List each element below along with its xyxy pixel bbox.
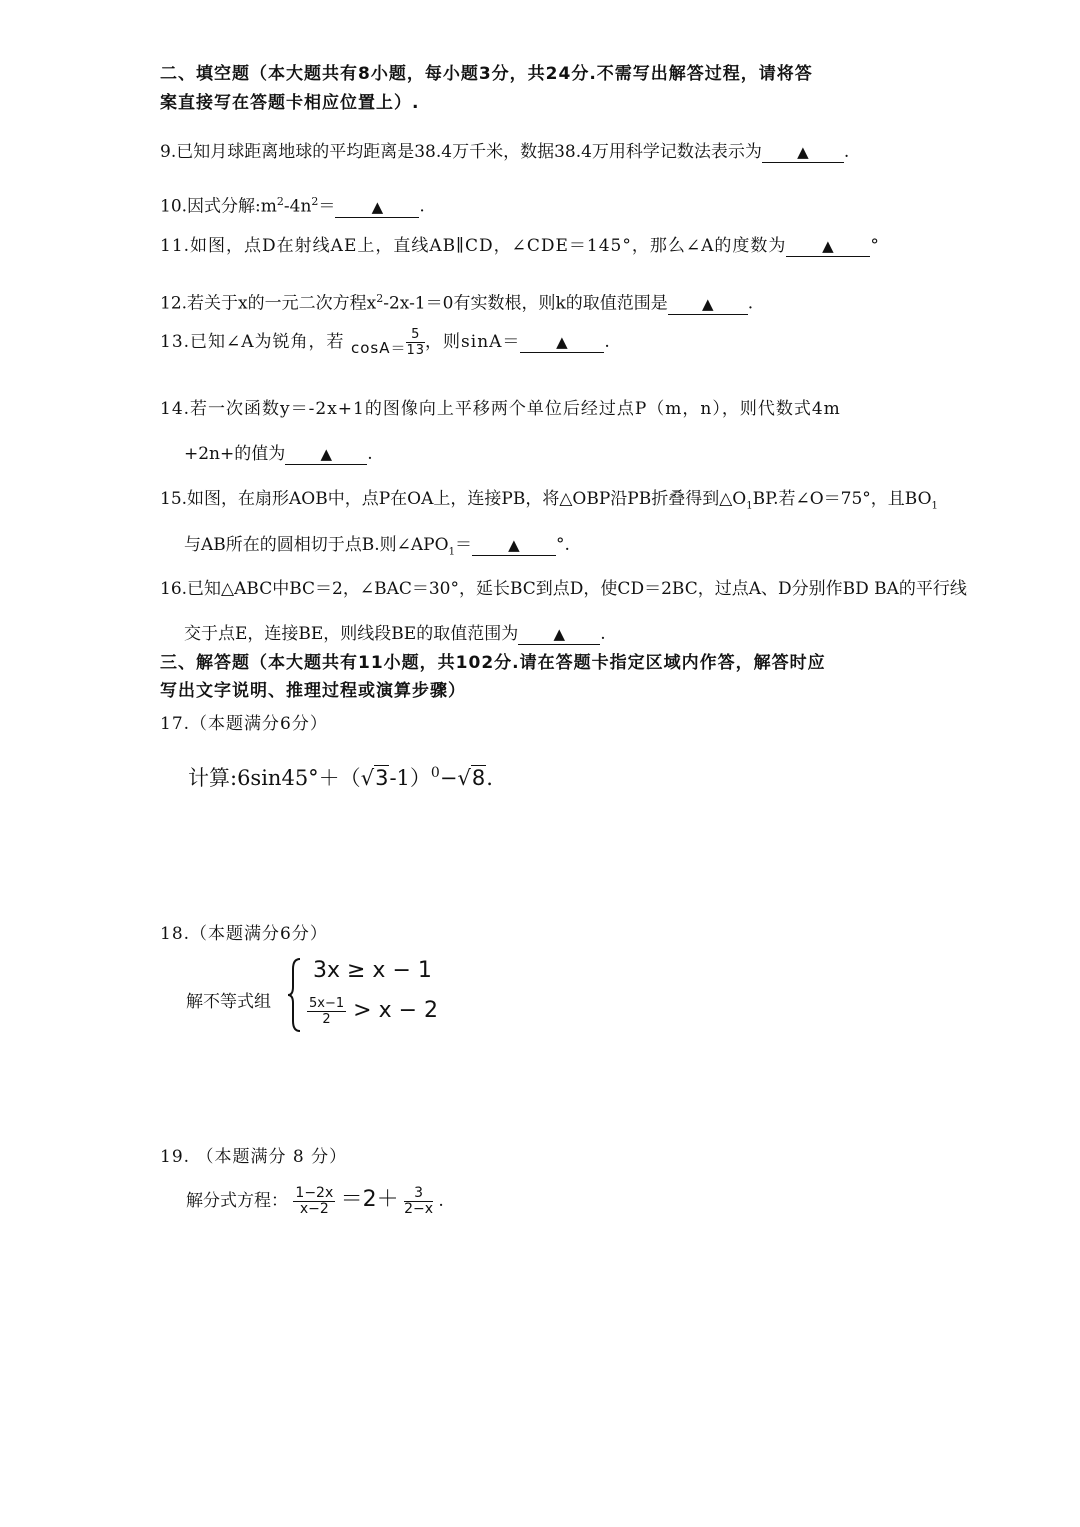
question-19-equation: 解分式方程： $\frac{1-2x}{x-2}$ ＝2＋ $\frac{3}{2-x}$ . [186, 1185, 444, 1217]
inequality-system [285, 955, 485, 1035]
question-11: 11.如图，点D在射线AE上，直线AB∥CD，∠CDE＝145°，那么∠A的度数为 ▲ ° [160, 236, 880, 256]
answer-marker: ▲ [508, 536, 520, 554]
question-17-expression: 计算$:6\sin 45^\circ+(√3-1)^0-√8$. [188, 765, 493, 790]
answer-marker: ▲ [320, 445, 333, 463]
question-10: 10.因式分解$:m^2-4n^2=$ ▲ . [160, 195, 425, 217]
question-14-line1: 14.若一次函数y＝-2x+1的图像向上平移两个单位后经过点P（m，n），则代数式4m [160, 399, 841, 419]
answer-marker: ▲ [553, 625, 565, 643]
answer-blank-15[interactable] [472, 535, 556, 556]
question-18-title: 18.（本题满分6分） [160, 924, 328, 944]
answer-marker: ▲ [371, 197, 384, 216]
sqrt-8: √8 [457, 766, 486, 790]
fraction-left: $\frac{1-2x}{x-2}$ [295, 1185, 334, 1217]
question-16-line2: 交于点E，连接BE，则线段BE的取值范围为 ▲ . [184, 624, 606, 644]
question-12: 12.若关于x的一元二次方程$x^2-2x-1=0$有实数根，则k的取值范围是 ▲ . [160, 292, 754, 314]
section2-header-line1: 二、填空题（本大题共有8小题，每小题3分，共24分.不需写出解答过程，请将答 [160, 64, 813, 84]
question-15-line2: 与AB所在的圆相切于点B.则$\angle APO_1=$ ▲ °. [184, 535, 570, 558]
inequality-row-1: 3x ≥ x − 1 [313, 958, 432, 983]
question-17-title: 17.（本题满分6分） [160, 714, 328, 734]
question-15-line1: 15.如图，在扇形AOB中，点P在OA上，连接PB，将△OBP沿PB折叠得到$\triangle O_1BP$.若∠O＝75°，且$BO_1$ [160, 489, 938, 512]
answer-marker: ▲ [701, 294, 714, 313]
answer-blank-14[interactable] [285, 444, 367, 465]
section3-header-line1: 三、解答题（本大题共有11小题，共102分.请在答题卡指定区域内作答，解答时应 [160, 653, 826, 673]
fraction-right: $\frac{3}{2-x}$ [404, 1185, 433, 1217]
answer-blank-11[interactable] [786, 236, 870, 257]
question-13: 13.已知∠A为锐角，若 cosA＝ $\frac{5}{13}$ ，则sinA＝ ▲ . [160, 327, 611, 358]
left-brace-icon [285, 955, 305, 1035]
question-9: 9.已知月球距离地球的平均距离是38.4万千米，数据38.4万用科学记数法表示为 ▲ . [160, 142, 850, 162]
answer-blank-13[interactable] [520, 332, 604, 353]
answer-blank-10[interactable] [335, 197, 419, 218]
section3-header-line2: 写出文字说明、推理过程或演算步骤） [160, 681, 466, 701]
question-19-title: 19. （本题满分 8 分） [160, 1147, 348, 1167]
question-9-text: 9.已知月球距离地球的平均距离是38.4万千米，数据38.4万用科学记数法表示为 [160, 142, 762, 162]
answer-blank-9[interactable] [762, 142, 844, 163]
sqrt-3: √3 [360, 766, 389, 790]
answer-marker: ▲ [797, 143, 809, 161]
inequality-row-2: $\frac{5x-1}{2}$ > x − 2 [309, 995, 439, 1027]
fraction-5-13: $\frac{5}{13}$ [406, 327, 426, 358]
answer-marker: ▲ [556, 333, 569, 351]
answer-blank-12[interactable] [668, 294, 748, 315]
question-16-line1: 16.已知△ABC中BC＝2，∠BAC＝30°，延长BC到点D，使CD＝2BC，过点A、D分别作BD BA的平行线 [160, 579, 967, 599]
answer-marker: ▲ [822, 237, 835, 255]
question-18-label: 解不等式组 [186, 992, 271, 1012]
question-14-line2: +2n+的值为 ▲ . [184, 444, 373, 464]
section2-header-line2: 案直接写在答题卡相应位置上）. [160, 93, 420, 113]
answer-blank-16[interactable] [518, 624, 600, 645]
